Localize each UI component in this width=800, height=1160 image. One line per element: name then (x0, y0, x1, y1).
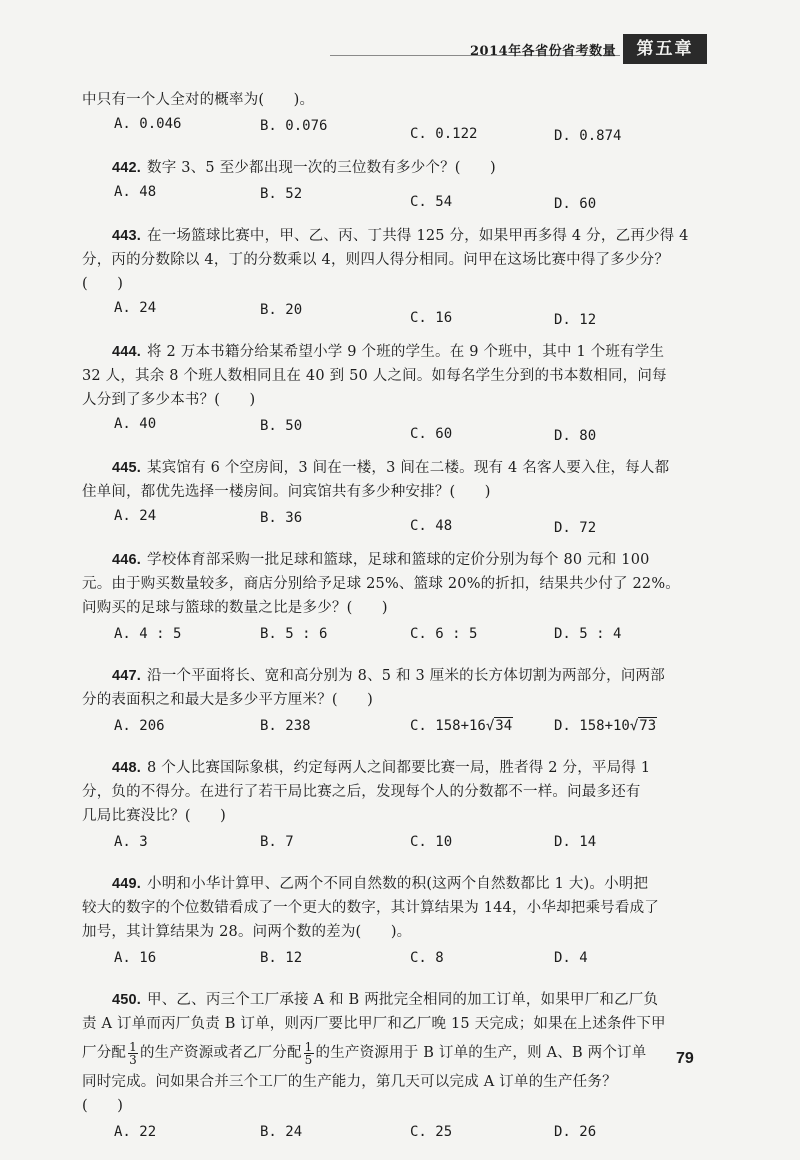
stem-line: 447. 沿一个平面将长、宽和高分别为 8、5 和 3 厘米的长方体切割为两部分，问两部 (112, 668, 665, 684)
option-c: C. 54 (410, 194, 453, 210)
option-c: C. 6 : 5 (410, 626, 478, 642)
question-list (82, 86, 707, 1160)
option-d: D. 72 (554, 520, 597, 536)
stem-line: 分的表面积之和最大是多少平方厘米？( ) (82, 692, 374, 708)
sqrt-symbol: √34 (485, 718, 513, 734)
stem-line: 32 人，其余 8 个班人数相同且在 40 到 50 人之间。如每名学生分到的书本数相同，问每 (82, 368, 667, 384)
option-a: A. 24 (114, 300, 157, 316)
option-a: A. 48 (114, 184, 157, 200)
question-448 (82, 756, 707, 828)
stem-line: 442. 数字 3、5 至少都出现一次的三位数有多少个？( ) (112, 160, 496, 176)
question-441-tail (82, 88, 707, 112)
header-title: 2014年各省份省考数量 (470, 44, 617, 59)
question-number: 450. (112, 992, 142, 1008)
question-449 (82, 872, 707, 944)
option-d: D. 80 (554, 428, 597, 444)
options-450 (82, 1118, 707, 1160)
stem-line: 人分到了多少本书？( ) (82, 392, 256, 408)
question-442 (82, 156, 707, 180)
options-447 (82, 712, 707, 754)
option-c: C. 158+16√34 (410, 718, 513, 734)
options-443 (82, 296, 707, 338)
stem-line: 元。由于购买数量较多，商店分别给予足球 25%、篮球 20%的折扣，结果共少付了 22%。 (82, 576, 681, 592)
option-a: A. 206 (114, 718, 165, 734)
option-d: D. 158+10√73 (554, 718, 657, 734)
stem-line: 几局比赛没比？( ) (82, 808, 227, 824)
stem-line: 较大的数字的个位数错看成了一个更大的数字，其计算结果为 144，小华却把乘号看成了 (82, 900, 659, 916)
option-c: C. 10 (410, 834, 453, 850)
option-b: B. 0.076 (260, 118, 328, 134)
question-443 (82, 224, 707, 296)
question-450 (82, 988, 707, 1118)
chapter-badge: 第五章 (623, 34, 707, 64)
options-446 (82, 620, 707, 662)
option-b: B. 20 (260, 302, 303, 318)
stem-line: 中只有一个人全对的概率为( )。 (82, 92, 315, 108)
question-445 (82, 456, 707, 504)
stem-line: 责 A 订单而丙厂负责 B 订单，则丙厂要比甲厂和乙厂晚 15 天完成；如果在上述条件下甲 (82, 1016, 666, 1032)
option-b: B. 36 (260, 510, 303, 526)
question-444 (82, 340, 707, 412)
stem-line: 446. 学校体育部采购一批足球和篮球，足球和篮球的定价分别为每个 80 元和 100 (112, 552, 650, 568)
question-number: 445. (112, 460, 142, 476)
stem-line: ( ) (82, 1098, 124, 1114)
stem-line: 住单间，都优先选择一楼房间。问宾馆共有多少种安排？( ) (82, 484, 491, 500)
question-447 (82, 664, 707, 712)
option-d: D. 14 (554, 834, 597, 850)
question-number: 444. (112, 344, 142, 360)
stem-line: 加号，其计算结果为 28。问两个数的差为( )。 (82, 924, 412, 940)
options-442 (82, 180, 707, 222)
option-b: B. 238 (260, 718, 311, 734)
stem-line: 444. 将 2 万本书籍分给某希望小学 9 个班的学生。在 9 个班中，其中 1 个班有学生 (112, 344, 665, 360)
stem-line: 同时完成。问如果合并三个工厂的生产能力，第几天可以完成 A 订单的生产任务？ (82, 1074, 617, 1090)
stem-line: ( ) (82, 276, 124, 292)
option-b: B. 24 (260, 1124, 303, 1140)
stem-line: 问购买的足球与篮球的数量之比是多少？( ) (82, 600, 388, 616)
option-a: A. 3 (114, 834, 148, 850)
option-d: D. 4 (554, 950, 588, 966)
options-445 (82, 504, 707, 546)
option-d: D. 60 (554, 196, 597, 212)
question-number: 446. (112, 552, 142, 568)
option-a: A. 0.046 (114, 116, 182, 132)
stem-line: 分，丙的分数除以 4，丁的分数乘以 4，则四人得分相同。问甲在这场比赛中得了多少分？ (82, 252, 670, 268)
options-444 (82, 412, 707, 454)
option-d: D. 0.874 (554, 128, 622, 144)
question-number: 442. (112, 160, 142, 176)
option-c: C. 60 (410, 426, 453, 442)
option-b: B. 7 (260, 834, 294, 850)
option-d: D. 12 (554, 312, 597, 328)
fraction-one-third: $\frac{1}{3}$ (129, 1039, 137, 1067)
stem-line: 450. 甲、乙、丙三个工厂承接 A 和 B 两批完全相同的加工订单，如果甲厂和乙厂负 (112, 992, 659, 1008)
question-number: 447. (112, 668, 142, 684)
option-c: C. 48 (410, 518, 453, 534)
option-b: B. 12 (260, 950, 303, 966)
stem-line: 448. 8 个人比赛国际象棋，约定每两人之间都要比赛一局，胜者得 2 分，平局得 1 (112, 760, 651, 776)
fraction-one-fifth: $\frac{1}{5}$ (304, 1039, 313, 1067)
option-d: D. 26 (554, 1124, 597, 1140)
options-448 (82, 828, 707, 870)
option-b: B. 50 (260, 418, 303, 434)
option-c: C. 0.122 (410, 126, 478, 142)
stem-line: 443. 在一场篮球比赛中，甲、乙、丙、丁共得 125 分，如果甲再多得 4 分，乙再少得 4 (112, 228, 689, 244)
option-c: C. 16 (410, 310, 453, 326)
stem-line: 449. 小明和小华计算甲、乙两个不同自然数的积(这两个自然数都比 1 大)。小明把 (112, 876, 649, 892)
options-441 (82, 112, 707, 154)
option-b: B. 52 (260, 186, 303, 202)
stem-line: 445. 某宾馆有 6 个空房间，3 间在一楼，3 间在二楼。现有 4 名客人要入住，每人都 (112, 460, 670, 476)
option-a: A. 16 (114, 950, 157, 966)
question-number: 448. (112, 760, 142, 776)
option-d: D. 5 : 4 (554, 626, 622, 642)
option-c: C. 25 (410, 1124, 453, 1140)
stem-line: 分，负的不得分。在进行了若干局比赛之后，发现每个人的分数都不一样。问最多还有 (82, 784, 641, 800)
option-b: B. 5 : 6 (260, 626, 328, 642)
option-a: A. 22 (114, 1124, 157, 1140)
stem-line-fractions: 厂分配 $\frac{1}{3}$ 的生产资源或者乙厂分配 $\frac{1}{5}$ 的生产资源用于 B 订单的生产，则 A、B 两个订单 (82, 1039, 647, 1067)
question-number: 449. (112, 876, 142, 892)
options-449 (82, 944, 707, 986)
question-446 (82, 548, 707, 620)
option-a: A. 40 (114, 416, 157, 432)
option-c: C. 8 (410, 950, 444, 966)
option-a: A. 24 (114, 508, 157, 524)
sqrt-symbol: √73 (629, 718, 657, 734)
option-a: A. 4 : 5 (114, 626, 182, 642)
question-number: 443. (112, 228, 142, 244)
page-number: 79 (676, 1050, 694, 1067)
